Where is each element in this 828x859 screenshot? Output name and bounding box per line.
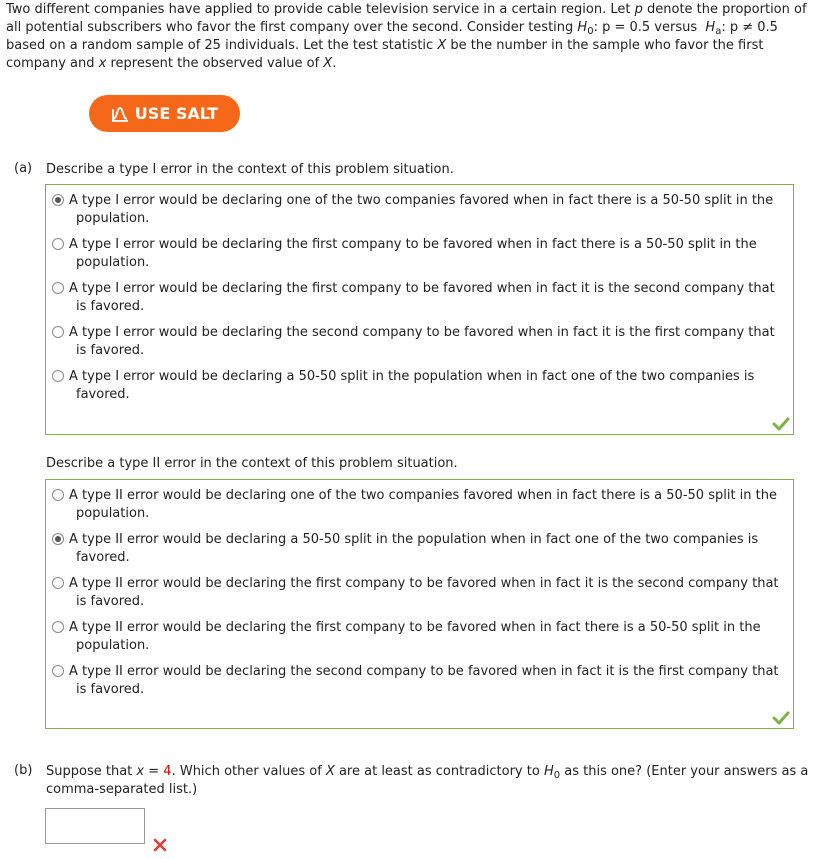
type2-radio-4[interactable] [52, 621, 64, 633]
type1-radio-1[interactable] [52, 194, 64, 206]
type2-option-2[interactable] [52, 531, 790, 567]
salt-chart-icon [111, 106, 129, 122]
type1-options-box [45, 184, 794, 435]
type1-radio-3[interactable] [52, 282, 64, 294]
type1-option-4[interactable] [52, 324, 790, 360]
option-label: A type I error would be declaring the first company to be favored when in fact it is the second company that is favored. [69, 281, 775, 314]
type1-option-2[interactable] [52, 236, 790, 272]
option-label: A type I error would be declaring the first company to be favored when in fact there is a 50-50 split in the population. [69, 237, 757, 270]
type2-radio-1[interactable] [52, 489, 64, 501]
type2-options-box [45, 479, 794, 729]
problem-intro: Two different companies have applied to provide cable television service in a certain region. Let p denote the proportion of all potential subscribers who favor the first company over the second. Consider testing $H_0$: p = 0.5 versus $H_a$: p ≠ 0.5 based on a random sample of 25 individuals. Let the test statistic X be the number in the sample who favor the first company and x represent the observed value of X. [6, 2, 807, 71]
option-label: A type II error would be declaring the first company to be favored when in fact there is a 50-50 split in the population. [69, 620, 761, 653]
type2-radio-3[interactable] [52, 577, 64, 589]
x-value: 4 [163, 764, 172, 779]
type2-option-4[interactable] [52, 619, 790, 655]
type1-radio-4[interactable] [52, 326, 64, 338]
option-label: A type II error would be declaring the first company to be favored when in fact it is the second company that is favored. [69, 576, 779, 609]
type2-option-5[interactable] [52, 663, 790, 699]
type1-radio-2[interactable] [52, 238, 64, 250]
use-salt-button[interactable] [89, 95, 240, 132]
type2-prompt: Describe a type II error in the context of this problem situation. [46, 456, 458, 471]
type2-option-1[interactable] [52, 487, 790, 523]
incorrect-x-icon [153, 838, 167, 852]
type2-option-3[interactable] [52, 575, 790, 611]
part-a-label: (a) [14, 161, 33, 176]
type2-radio-2[interactable] [52, 533, 64, 545]
correct-check-icon [772, 711, 790, 725]
option-label: A type I error would be declaring one of the two companies favored when in fact there is a 50-50 split in the population. [69, 193, 774, 226]
type1-option-5[interactable] [52, 368, 790, 404]
option-label: A type II error would be declaring one of the two companies favored when in fact there is a 50-50 split in the population. [69, 488, 777, 521]
type1-option-1[interactable] [52, 192, 790, 228]
part-b-label: (b) [14, 763, 33, 778]
option-label: A type I error would be declaring the second company to be favored when in fact it is the first company that is favored. [69, 325, 775, 358]
correct-check-icon [772, 417, 790, 431]
option-label: A type II error would be declaring the second company to be favored when in fact it is the first company that is favored. [69, 664, 779, 697]
answer-input[interactable] [45, 808, 145, 844]
type2-radio-5[interactable] [52, 665, 64, 677]
type1-radio-5[interactable] [52, 370, 64, 382]
option-label: A type I error would be declaring a 50-50 split in the population when in fact one of the two companies is favored. [69, 369, 755, 402]
part-b-prompt: Suppose that x = 4. Which other values of X are at least as contradictory to $H_0$ as this one? (Enter your answers as a comma-separated list.) [46, 764, 809, 797]
type1-option-3[interactable] [52, 280, 790, 316]
option-label: A type II error would be declaring a 50-50 split in the population when in fact one of the two companies is favored. [69, 532, 759, 565]
type1-prompt: Describe a type I error in the context of this problem situation. [46, 162, 454, 177]
use-salt-label: USE SALT [134, 104, 219, 123]
